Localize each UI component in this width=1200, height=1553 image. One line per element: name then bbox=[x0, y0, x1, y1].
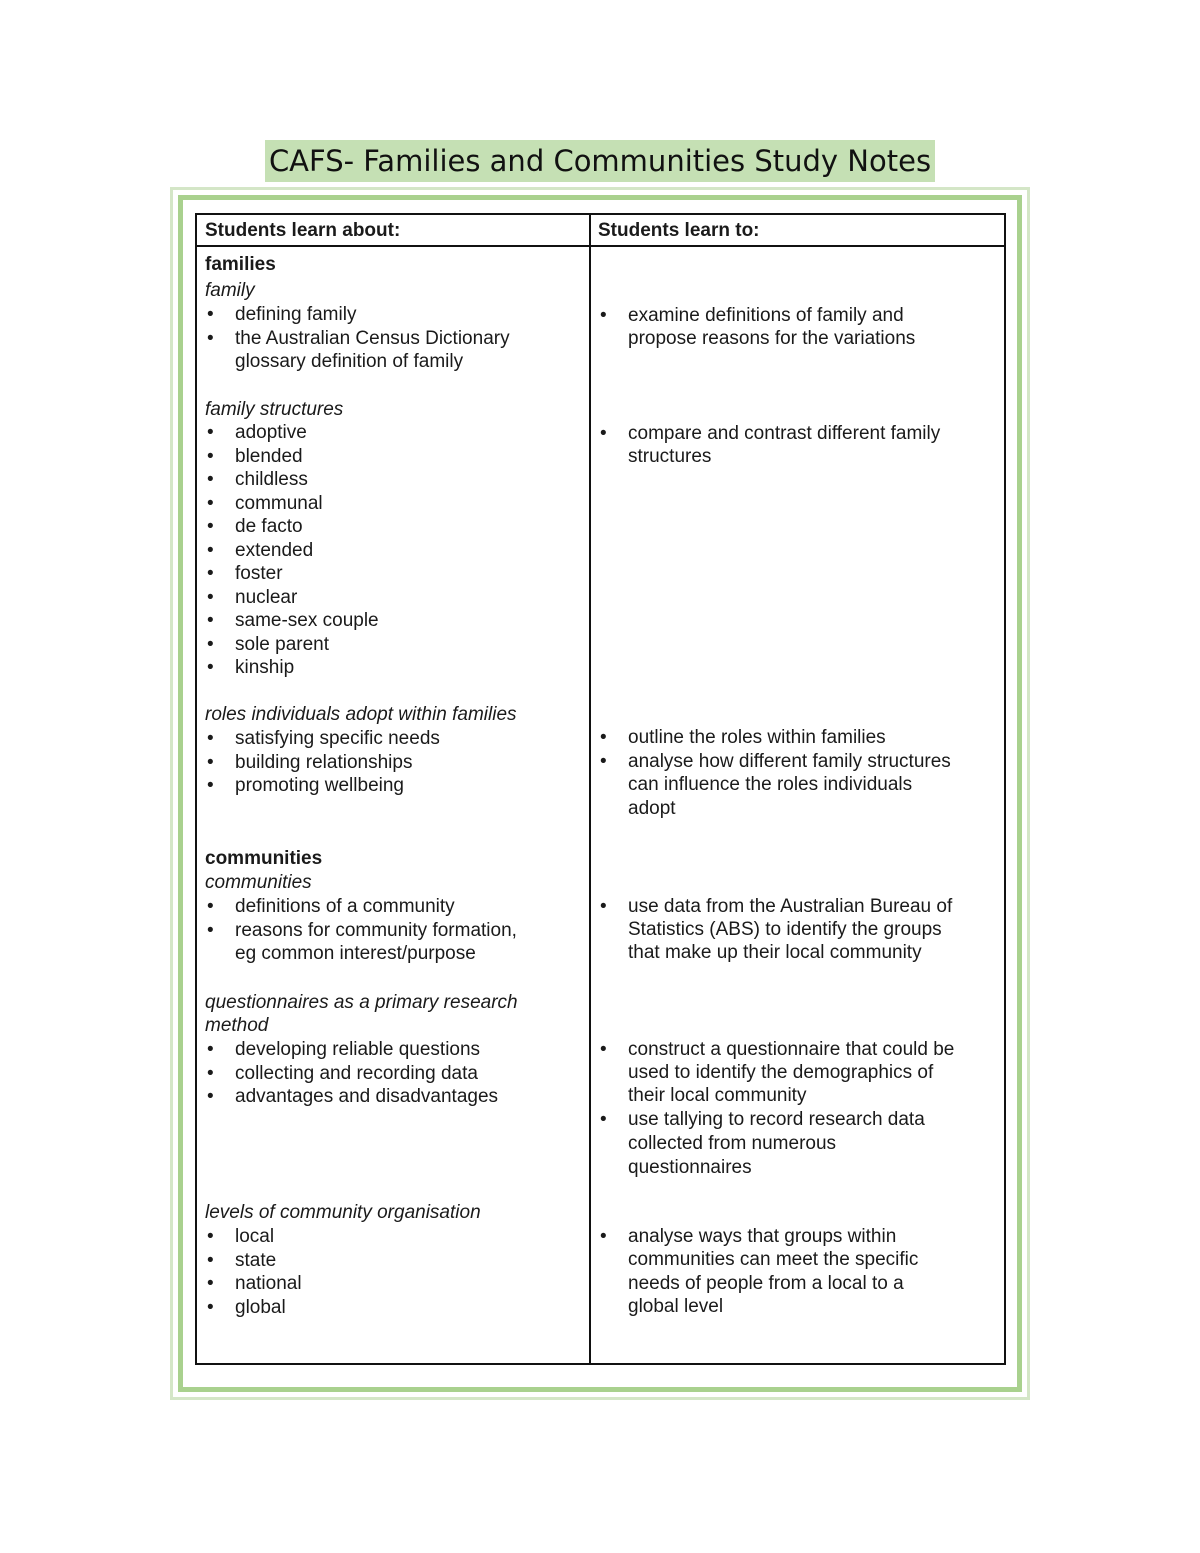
levels-to-continuation-1: communities can meet the specific bbox=[628, 1249, 919, 1270]
list-item: • examine definitions of family and bbox=[598, 304, 904, 328]
list-item: • use tallying to record research data bbox=[598, 1108, 925, 1132]
roles-to-continuation-1: can influence the roles individuals bbox=[628, 774, 913, 795]
questionnaires-to-list-2 bbox=[598, 1108, 925, 1132]
communities-to-continuation-1: Statistics (ABS) to identify the groups bbox=[628, 919, 942, 940]
communities-to-list bbox=[598, 895, 952, 919]
list-item: • reasons for community formation, bbox=[205, 919, 517, 943]
roles-about-list bbox=[205, 727, 440, 798]
questionnaires-to-continuation-1: used to identify the demographics of bbox=[628, 1062, 934, 1083]
list-item: • construct a questionnaire that could be bbox=[598, 1038, 954, 1062]
questionnaires-to-continuation-4: questionnaires bbox=[628, 1157, 752, 1178]
questionnaires-to-list-1 bbox=[598, 1038, 954, 1062]
structures-about-list bbox=[205, 421, 379, 680]
levels-to-list bbox=[598, 1225, 896, 1249]
list-item: • de facto bbox=[205, 515, 379, 539]
section-heading-families: families bbox=[205, 254, 276, 275]
list-item: • use data from the Australian Bureau of bbox=[598, 895, 952, 919]
title-wrapper bbox=[0, 140, 1200, 182]
section-heading-communities: communities bbox=[205, 848, 323, 869]
column-divider bbox=[589, 215, 591, 1363]
list-item: • analyse ways that groups within bbox=[598, 1225, 896, 1249]
communities-about-continuation: eg common interest/purpose bbox=[235, 943, 476, 964]
page-title: CAFS- Families and Communities Study Notes bbox=[265, 140, 935, 182]
list-item: • foster bbox=[205, 562, 379, 586]
subheading-communities: communities bbox=[205, 872, 312, 893]
levels-to-continuation-3: global level bbox=[628, 1296, 724, 1317]
family-to-list bbox=[598, 304, 904, 328]
list-item: • compare and contrast different family bbox=[598, 422, 940, 446]
structures-to-continuation: structures bbox=[628, 446, 712, 467]
list-item: • global bbox=[205, 1296, 302, 1320]
syllabus-table bbox=[195, 213, 1006, 1365]
list-item: • definitions of a community bbox=[205, 895, 517, 919]
list-item: • defining family bbox=[205, 303, 510, 327]
list-item: • same-sex couple bbox=[205, 609, 379, 633]
communities-about-list bbox=[205, 895, 517, 942]
roles-to-list bbox=[598, 726, 951, 773]
header-learn-to: Students learn to: bbox=[598, 220, 760, 241]
subheading-questionnaires-line2: method bbox=[205, 1015, 269, 1036]
subheading-family-structures: family structures bbox=[205, 399, 344, 420]
levels-to-continuation-2: needs of people from a local to a bbox=[628, 1273, 904, 1294]
subheading-levels: levels of community organisation bbox=[205, 1202, 481, 1223]
subheading-roles: roles individuals adopt within families bbox=[205, 704, 517, 725]
family-to-continuation: propose reasons for the variations bbox=[628, 328, 916, 349]
questionnaires-to-continuation-2: their local community bbox=[628, 1085, 807, 1106]
list-item: • sole parent bbox=[205, 633, 379, 657]
roles-to-continuation-2: adopt bbox=[628, 798, 676, 819]
communities-to-continuation-2: that make up their local community bbox=[628, 942, 922, 963]
subheading-questionnaires: questionnaires as a primary research bbox=[205, 992, 518, 1013]
list-item: • promoting wellbeing bbox=[205, 774, 440, 798]
levels-about-list bbox=[205, 1225, 302, 1319]
list-item: • communal bbox=[205, 492, 379, 516]
family-about-list bbox=[205, 303, 510, 350]
subheading-family: family bbox=[205, 280, 255, 301]
list-item: • satisfying specific needs bbox=[205, 727, 440, 751]
list-item: • the Australian Census Dictionary bbox=[205, 327, 510, 351]
list-item: • developing reliable questions bbox=[205, 1038, 498, 1062]
questionnaires-about-list bbox=[205, 1038, 498, 1109]
list-item: • analyse how different family structures bbox=[598, 750, 951, 774]
list-item: • childless bbox=[205, 468, 379, 492]
table-header-row bbox=[197, 215, 1004, 247]
list-item: • adoptive bbox=[205, 421, 379, 445]
list-item: • nuclear bbox=[205, 586, 379, 610]
header-learn-about: Students learn about: bbox=[205, 220, 401, 241]
list-item: • advantages and disadvantages bbox=[205, 1085, 498, 1109]
list-item: • extended bbox=[205, 539, 379, 563]
list-item: • state bbox=[205, 1249, 302, 1273]
questionnaires-to-continuation-3: collected from numerous bbox=[628, 1133, 837, 1154]
family-about-continuation: glossary definition of family bbox=[235, 351, 464, 372]
list-item: • outline the roles within families bbox=[598, 726, 951, 750]
list-item: • local bbox=[205, 1225, 302, 1249]
list-item: • collecting and recording data bbox=[205, 1062, 498, 1086]
list-item: • national bbox=[205, 1272, 302, 1296]
list-item: • blended bbox=[205, 445, 379, 469]
list-item: • building relationships bbox=[205, 751, 440, 775]
list-item: • kinship bbox=[205, 656, 379, 680]
structures-to-list bbox=[598, 422, 940, 446]
